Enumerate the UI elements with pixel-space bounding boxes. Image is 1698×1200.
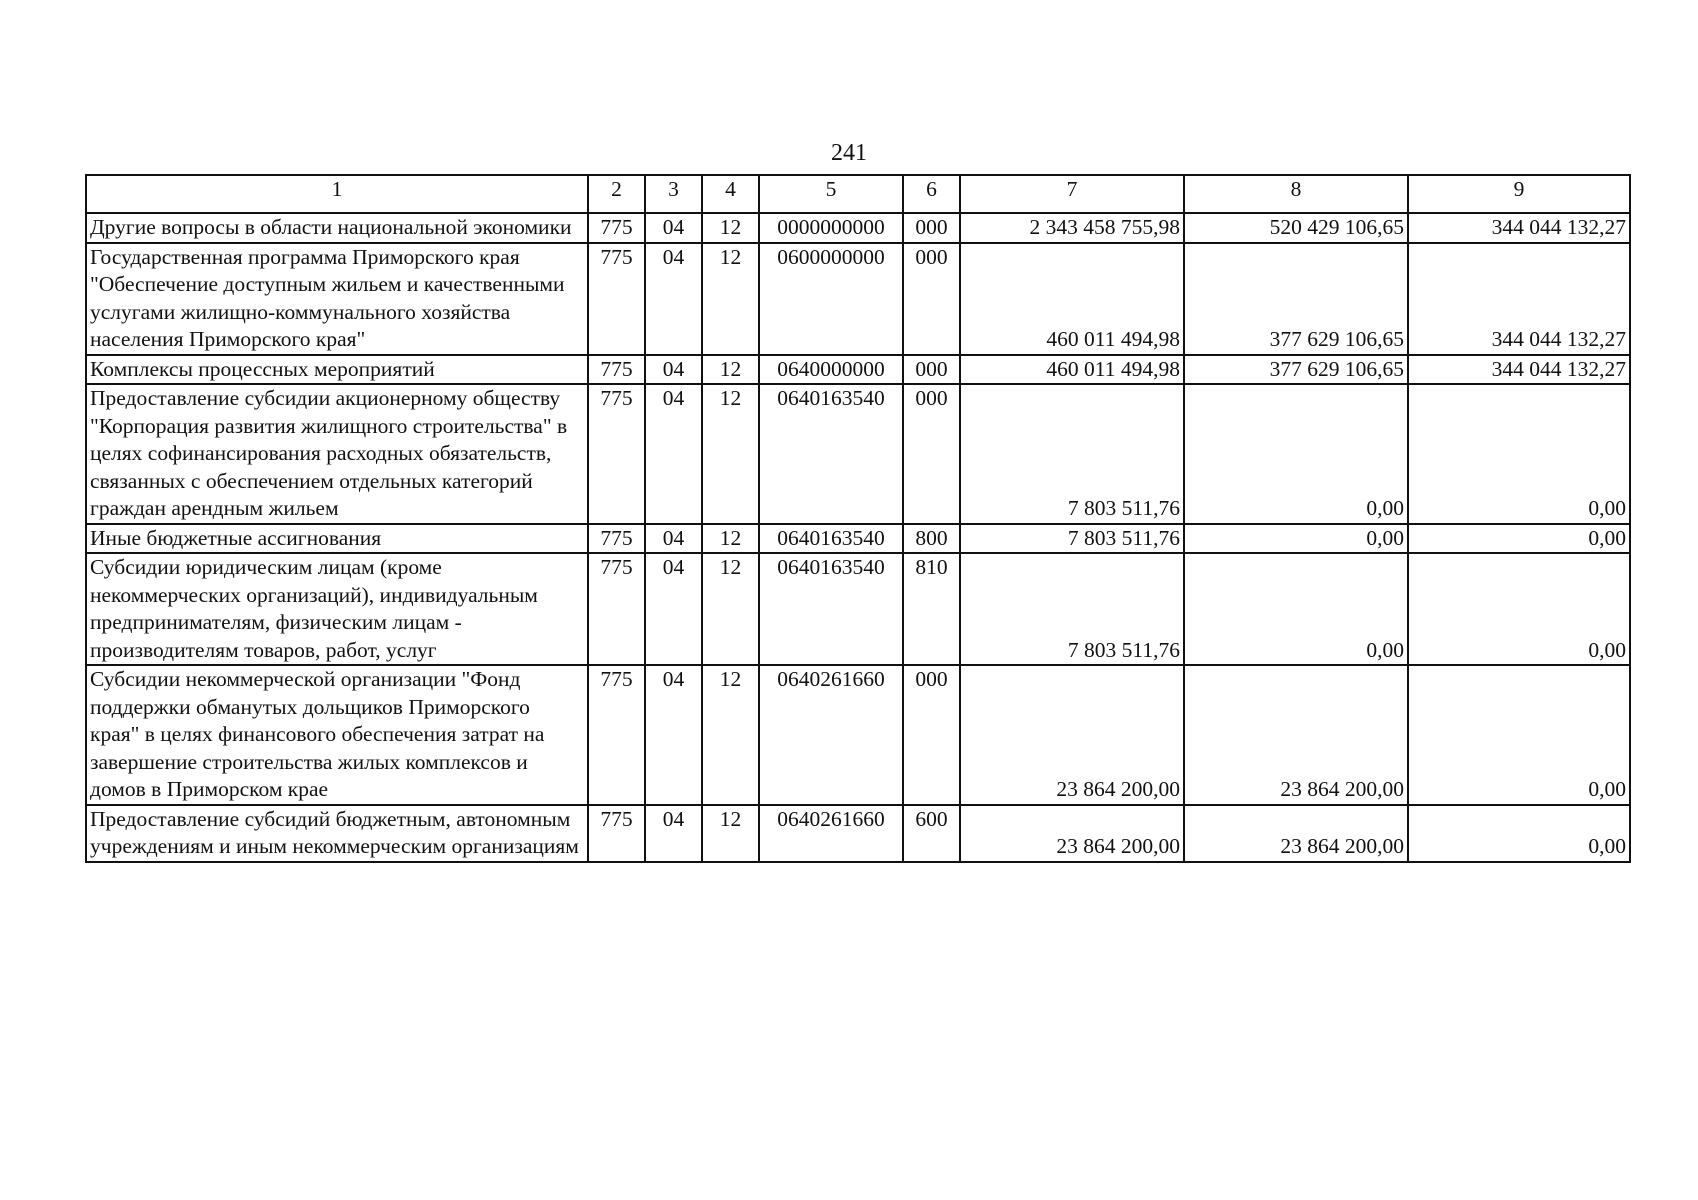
chapter-code: 775 <box>588 805 645 862</box>
section-code: 04 <box>645 243 702 355</box>
amount-col-7: 7 803 511,76 <box>960 553 1184 665</box>
expense-type-code: 800 <box>903 524 960 554</box>
row-name: Государственная программа Приморского края "Обеспечение доступным жильем и качественными услугами жилищно-коммунального хозяйства населения Приморского края" <box>86 243 588 355</box>
subsection-code: 12 <box>702 665 759 805</box>
table-row <box>86 243 1630 355</box>
row-name: Предоставление субсидии акционерному обществу "Корпорация развития жилищного строительства" в целях софинансирования расходных обязательств, связанных с обеспечением отдельных категорий граждан арендным жильем <box>86 384 588 524</box>
subsection-code: 12 <box>702 243 759 355</box>
expense-type-code: 000 <box>903 665 960 805</box>
target-article-code: 0640000000 <box>759 355 903 385</box>
column-number: 4 <box>702 175 759 213</box>
amount-col-8: 0,00 <box>1184 524 1408 554</box>
row-name: Предоставление субсидий бюджетным, автономным учреждениям и иным некоммерческим организациям <box>86 805 588 862</box>
column-number: 2 <box>588 175 645 213</box>
amount-col-8: 377 629 106,65 <box>1184 355 1408 385</box>
section-code: 04 <box>645 553 702 665</box>
target-article-code: 0640163540 <box>759 524 903 554</box>
column-number: 1 <box>86 175 588 213</box>
expense-type-code: 000 <box>903 384 960 524</box>
target-article-code: 0640163540 <box>759 384 903 524</box>
amount-col-9: 0,00 <box>1408 524 1630 554</box>
target-article-code: 0640163540 <box>759 553 903 665</box>
amount-col-9: 0,00 <box>1408 665 1630 805</box>
target-article-code: 0600000000 <box>759 243 903 355</box>
column-number-row <box>86 175 1630 213</box>
amount-col-8: 377 629 106,65 <box>1184 243 1408 355</box>
chapter-code: 775 <box>588 355 645 385</box>
amount-col-7: 7 803 511,76 <box>960 384 1184 524</box>
table-row <box>86 805 1630 862</box>
section-code: 04 <box>645 213 702 243</box>
table-row <box>86 553 1630 665</box>
amount-col-8: 23 864 200,00 <box>1184 665 1408 805</box>
chapter-code: 775 <box>588 243 645 355</box>
row-name: Другие вопросы в области национальной экономики <box>86 213 588 243</box>
target-article-code: 0640261660 <box>759 665 903 805</box>
amount-col-9: 344 044 132,27 <box>1408 243 1630 355</box>
table-row <box>86 355 1630 385</box>
amount-col-9: 0,00 <box>1408 384 1630 524</box>
chapter-code: 775 <box>588 553 645 665</box>
table-row <box>86 524 1630 554</box>
subsection-code: 12 <box>702 553 759 665</box>
section-code: 04 <box>645 665 702 805</box>
subsection-code: 12 <box>702 524 759 554</box>
column-number: 3 <box>645 175 702 213</box>
amount-col-7: 460 011 494,98 <box>960 243 1184 355</box>
column-number: 9 <box>1408 175 1630 213</box>
amount-col-7: 23 864 200,00 <box>960 665 1184 805</box>
table-row <box>86 384 1630 524</box>
amount-col-9: 0,00 <box>1408 805 1630 862</box>
amount-col-7: 460 011 494,98 <box>960 355 1184 385</box>
amount-col-7: 7 803 511,76 <box>960 524 1184 554</box>
amount-col-8: 0,00 <box>1184 553 1408 665</box>
chapter-code: 775 <box>588 665 645 805</box>
section-code: 04 <box>645 355 702 385</box>
expense-type-code: 000 <box>903 213 960 243</box>
column-number: 7 <box>960 175 1184 213</box>
amount-col-8: 0,00 <box>1184 384 1408 524</box>
expense-type-code: 000 <box>903 243 960 355</box>
target-article-code: 0000000000 <box>759 213 903 243</box>
subsection-code: 12 <box>702 213 759 243</box>
target-article-code: 0640261660 <box>759 805 903 862</box>
row-name: Комплексы процессных мероприятий <box>86 355 588 385</box>
chapter-code: 775 <box>588 524 645 554</box>
row-name: Субсидии некоммерческой организации "Фонд поддержки обманутых дольщиков Приморского края" в целях финансового обеспечения затрат на завершение строительства жилых комплексов и домов в Приморском крае <box>86 665 588 805</box>
table-row <box>86 665 1630 805</box>
expense-type-code: 000 <box>903 355 960 385</box>
budget-table <box>85 174 1631 863</box>
column-number: 5 <box>759 175 903 213</box>
table-row <box>86 213 1630 243</box>
section-code: 04 <box>645 524 702 554</box>
chapter-code: 775 <box>588 213 645 243</box>
subsection-code: 12 <box>702 384 759 524</box>
subsection-code: 12 <box>702 355 759 385</box>
amount-col-7: 2 343 458 755,98 <box>960 213 1184 243</box>
expense-type-code: 810 <box>903 553 960 665</box>
column-number: 8 <box>1184 175 1408 213</box>
column-number: 6 <box>903 175 960 213</box>
section-code: 04 <box>645 384 702 524</box>
amount-col-7: 23 864 200,00 <box>960 805 1184 862</box>
amount-col-8: 23 864 200,00 <box>1184 805 1408 862</box>
row-name: Субсидии юридическим лицам (кроме некоммерческих организаций), индивидуальным предпринимателям, физическим лицам - производителям товаров, работ, услуг <box>86 553 588 665</box>
amount-col-9: 344 044 132,27 <box>1408 355 1630 385</box>
section-code: 04 <box>645 805 702 862</box>
amount-col-9: 344 044 132,27 <box>1408 213 1630 243</box>
amount-col-9: 0,00 <box>1408 553 1630 665</box>
expense-type-code: 600 <box>903 805 960 862</box>
row-name: Иные бюджетные ассигнования <box>86 524 588 554</box>
amount-col-8: 520 429 106,65 <box>1184 213 1408 243</box>
chapter-code: 775 <box>588 384 645 524</box>
page-number: 241 <box>831 140 867 166</box>
subsection-code: 12 <box>702 805 759 862</box>
